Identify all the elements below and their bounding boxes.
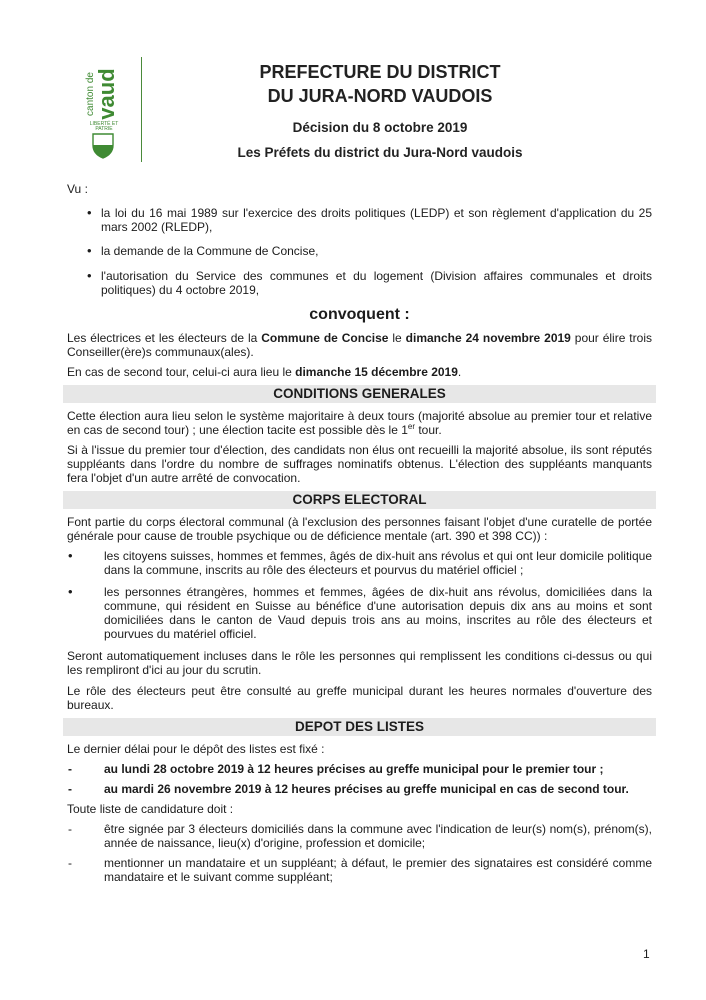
vu-label: Vu : xyxy=(67,182,88,196)
bullet-icon: • xyxy=(87,205,92,220)
corps-item xyxy=(67,585,652,641)
decision-date: Décision du 8 octobre 2019 xyxy=(292,120,468,135)
logo-line1: canton de xyxy=(85,72,96,116)
convocation-paragraph: Les électrices et les électeurs de la Commune de Concise le dimanche 24 novembre 2019 pour élire trois Conseiller(ère)s communaux(ales). xyxy=(67,331,652,359)
section-heading-corps: CORPS ELECTORAL xyxy=(63,491,656,509)
toute-liste: Toute liste de candidature doit : xyxy=(67,802,234,816)
logo-line2: vaud xyxy=(94,68,119,120)
dash-marker: - xyxy=(68,762,72,776)
corps-item-text: les personnes étrangères, hommes et femmes, âgées de dix-huit ans révolus, domiciliées dans la commune, qui résident en Suisse au bénéfice d'une autorisation depuis dix ans au moins et sont domiciliées dans le canton de Vaud depuis trois ans au moins, inscrites au rôle des électeurs et pourvues du matériel officiel. xyxy=(104,585,652,641)
corps-paragraph-1: Seront automatiquement incluses dans le rôle les personnes qui remplissent les conditions ci-dessus ou qui les rempliront d'ici au jour du scrutin. xyxy=(67,649,652,677)
vu-item xyxy=(87,244,652,258)
requirement-item xyxy=(67,856,652,884)
requirement-text: mentionner un mandataire et un suppléant; à défaut, le premier des signataires est considéré comme mandataire et le suivant comme suppléant; xyxy=(104,856,652,884)
deadline-item xyxy=(67,782,652,796)
vu-item-text: l'autorisation du Service des communes et du logement (Division affaires communales et droits politiques) du 4 octobre 2019, xyxy=(101,269,652,297)
page-title-line2: DU JURA-NORD VAUDOIS xyxy=(267,86,493,106)
bullet-icon: • xyxy=(68,548,73,563)
requirement-text: être signée par 3 électeurs domiciliés dans la commune avec l'indication de leur(s) nom(s), prénom(s), année de naissance, lieu(x) d'origine, profession et domicile; xyxy=(104,822,652,850)
convoquent-heading: convoquent : xyxy=(309,306,410,323)
deadline-item xyxy=(67,762,652,776)
section-heading-conditions: CONDITIONS GENERALES xyxy=(63,385,656,403)
vu-item xyxy=(87,206,652,234)
requirement-item xyxy=(67,822,652,850)
prefets-heading: Les Préfets du district du Jura-Nord vaudois xyxy=(237,145,523,160)
dash-marker: - xyxy=(68,822,72,836)
dash-marker: - xyxy=(68,782,72,796)
corps-paragraph-2: Le rôle des électeurs peut être consulté au greffe municipal durant les heures normales d'ouverture des bureaux. xyxy=(67,684,652,712)
dash-marker: - xyxy=(68,856,72,870)
deadline-text: au lundi 28 octobre 2019 à 12 heures précises au greffe municipal pour le premier tour ; xyxy=(104,762,604,776)
logo-motto: LIBERTÉ ET PATRIE xyxy=(89,121,119,132)
corps-intro: Font partie du corps électoral communal (à l'exclusion des personnes faisant l'objet d'une curatelle de portée générale pour cause de trouble psychique ou de déficience mentale (art. 390 et 398 CC)) : xyxy=(67,515,652,543)
vu-item-text: la demande de la Commune de Concise, xyxy=(101,244,319,258)
section-heading-depot: DEPOT DES LISTES xyxy=(63,718,656,736)
vu-item-text: la loi du 16 mai 1989 sur l'exercice des droits politiques (LEDP) et son règlement d'application du 25 mars 2002 (RLEDP), xyxy=(101,206,652,234)
deadline-text: au mardi 26 novembre 2019 à 12 heures précises au greffe municipal en cas de second tour. xyxy=(104,782,629,796)
bullet-icon: • xyxy=(87,243,92,258)
conditions-paragraph-1: Cette élection aura lieu selon le système majoritaire à deux tours (majorité absolue au premier tour et relative en cas de second tour) ; une élection tacite est possible dès le 1er tour. xyxy=(67,409,652,437)
bullet-icon: • xyxy=(68,584,73,599)
corps-item xyxy=(67,549,652,577)
second-tour-paragraph: En cas de second tour, celui-ci aura lieu le dimanche 15 décembre 2019. xyxy=(67,365,462,379)
corps-item-text: les citoyens suisses, hommes et femmes, âgés de dix-huit ans révolus et qui ont leur domicile politique dans la commune, inscrits au rôle des électeurs et pourvus du matériel officiel ; xyxy=(104,549,652,577)
vu-item xyxy=(87,269,652,297)
page-title-line1: PREFECTURE DU DISTRICT xyxy=(259,62,501,82)
conditions-paragraph-2: Si à l'issue du premier tour d'élection, des candidats non élus ont recueilli la majorité absolue, ils sont réputés suppléants dans l'ordre du nombre de suffrages nominatifs obtenus. L'élection des suppléants manquants fera l'objet d'un autre arrêté de convocation. xyxy=(67,443,652,485)
bullet-icon: • xyxy=(87,268,92,283)
document-body xyxy=(67,182,652,884)
shield-icon xyxy=(92,133,114,159)
page-number: 1 xyxy=(643,947,650,961)
canton-vaud-logo xyxy=(78,50,128,160)
depot-intro: Le dernier délai pour le dépôt des listes est fixé : xyxy=(67,742,325,756)
